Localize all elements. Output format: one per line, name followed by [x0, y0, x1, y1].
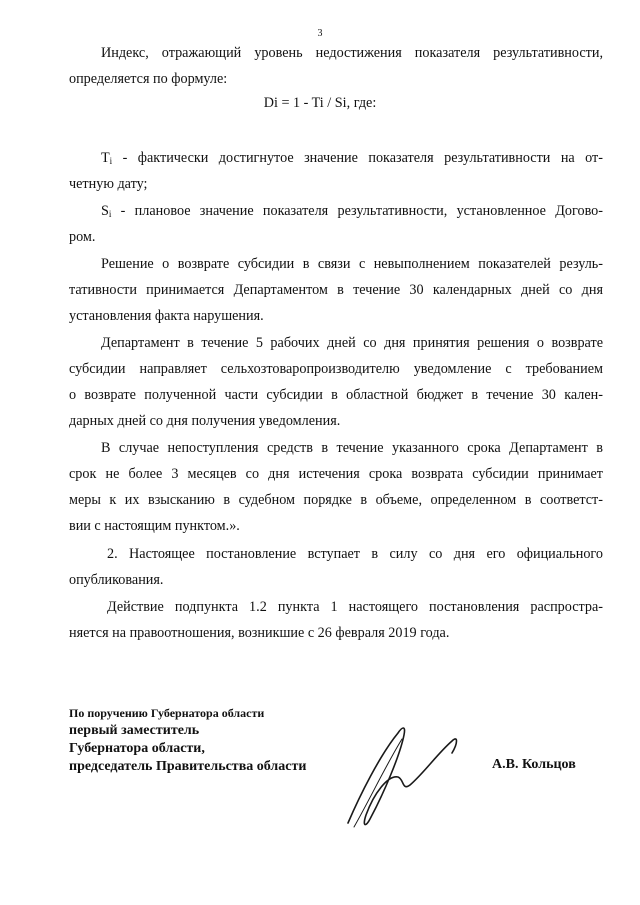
- text-line: срок не более 3 месяцев со дня истечения срока возврата субсидии принимает: [69, 466, 603, 482]
- text-line: четную дату;: [69, 176, 148, 192]
- si-subscript: i: [108, 209, 112, 219]
- signature-line: председатель Правительства области: [69, 759, 307, 774]
- text-line: тативности принимается Департаментом в течение 30 календарных дней со дня: [69, 282, 603, 298]
- text-line: 2. Настоящее постановление вступает в силу со дня его официального: [107, 546, 603, 562]
- text-line: меры к их взысканию в судебном порядке в объеме, определенном в соответст-: [69, 492, 603, 508]
- handwritten-signature: [340, 715, 480, 840]
- text-line: Действие подпункта 1.2 пункта 1 настоящего постановления распростра-: [107, 599, 603, 615]
- text-line: дарных дней со дня получения уведомления.: [69, 413, 341, 429]
- si-definition-text: - плановое значение показателя результативности, установленное Догово-: [111, 203, 603, 219]
- text-line: Индекс, отражающий уровень недостижения показателя результативности,: [101, 45, 603, 61]
- text-line: Решение о возврате субсидии в связи с невыполнением показателей резуль-: [101, 256, 603, 272]
- signature-block: [69, 704, 306, 776]
- text-line: ром.: [69, 229, 96, 245]
- text-line: В случае непоступления средств в течение указанного срока Департамент в: [101, 440, 603, 456]
- page-number: 3: [317, 28, 323, 39]
- text-line: субсидии направляет сельхозтоваропроизводителю уведомление с требованием: [69, 361, 603, 377]
- text-line: няется на правоотношения, возникшие с 26 февраля 2019 года.: [69, 625, 450, 641]
- formula: Di = 1 - Ti / Si, где:: [263, 95, 377, 111]
- ti-definition-text: - фактически достигнутое значение показателя результативности на от-: [112, 150, 603, 166]
- signature-line: По поручению Губернатора области: [69, 706, 265, 720]
- signature-line: Губернатора области,: [69, 741, 205, 756]
- si-definition-line: [101, 202, 603, 223]
- text-line: опубликования.: [69, 572, 164, 588]
- text-line: определяется по формуле:: [69, 71, 228, 87]
- signer-name: А.В. Кольцов: [492, 757, 576, 772]
- ti-symbol: T: [101, 150, 110, 166]
- ti-definition-line: [101, 149, 603, 170]
- ti-subscript: i: [109, 156, 113, 166]
- text-line: установления факта нарушения.: [69, 308, 264, 324]
- text-line: вии с настоящим пунктом.».: [69, 518, 240, 534]
- signature-line: первый заместитель: [69, 723, 200, 738]
- si-symbol: S: [101, 203, 109, 219]
- text-line: о возврате полученной части субсидии в областной бюджет в течение 30 кален-: [69, 387, 603, 403]
- text-line: Департамент в течение 5 рабочих дней со дня принятия решения о возврате: [101, 335, 603, 351]
